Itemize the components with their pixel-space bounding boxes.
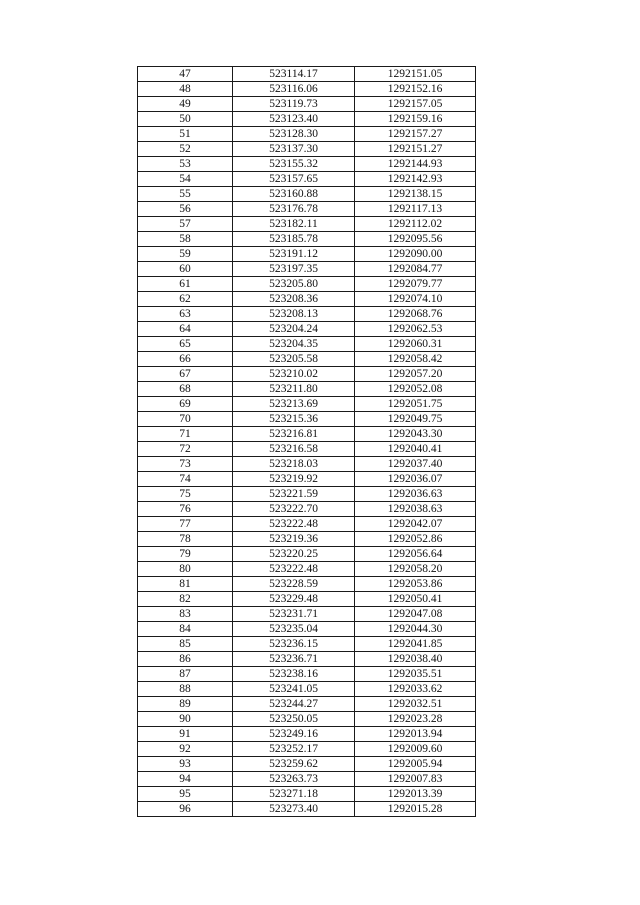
point-number-cell: 67 [138,367,233,382]
y-coordinate-cell: 1292038.40 [355,652,476,667]
point-number-cell: 52 [138,142,233,157]
point-number-cell: 80 [138,562,233,577]
y-coordinate-cell: 1292074.10 [355,292,476,307]
point-number-cell: 53 [138,157,233,172]
y-coordinate-cell: 1292009.60 [355,742,476,757]
table-row [138,82,476,97]
table-row [138,442,476,457]
x-coordinate-cell: 523219.36 [233,532,355,547]
table-row [138,412,476,427]
x-coordinate-cell: 523241.05 [233,682,355,697]
y-coordinate-cell: 1292013.39 [355,787,476,802]
point-number-cell: 95 [138,787,233,802]
point-number-cell: 68 [138,382,233,397]
x-coordinate-cell: 523259.62 [233,757,355,772]
x-coordinate-cell: 523114.17 [233,67,355,82]
x-coordinate-cell: 523263.73 [233,772,355,787]
table-row [138,367,476,382]
table-row [138,772,476,787]
point-number-cell: 63 [138,307,233,322]
point-number-cell: 93 [138,757,233,772]
table-row [138,142,476,157]
y-coordinate-cell: 1292040.41 [355,442,476,457]
y-coordinate-cell: 1292042.07 [355,517,476,532]
y-coordinate-cell: 1292068.76 [355,307,476,322]
coordinate-table [137,66,476,817]
y-coordinate-cell: 1292090.00 [355,247,476,262]
y-coordinate-cell: 1292005.94 [355,757,476,772]
point-number-cell: 61 [138,277,233,292]
y-coordinate-cell: 1292047.08 [355,607,476,622]
x-coordinate-cell: 523160.88 [233,187,355,202]
point-number-cell: 85 [138,637,233,652]
x-coordinate-cell: 523182.11 [233,217,355,232]
y-coordinate-cell: 1292058.20 [355,562,476,577]
table-row [138,172,476,187]
point-number-cell: 69 [138,397,233,412]
x-coordinate-cell: 523244.27 [233,697,355,712]
table-row [138,427,476,442]
point-number-cell: 49 [138,97,233,112]
y-coordinate-cell: 1292142.93 [355,172,476,187]
y-coordinate-cell: 1292058.42 [355,352,476,367]
y-coordinate-cell: 1292033.62 [355,682,476,697]
point-number-cell: 71 [138,427,233,442]
x-coordinate-cell: 523210.02 [233,367,355,382]
y-coordinate-cell: 1292095.56 [355,232,476,247]
table-row [138,802,476,817]
y-coordinate-cell: 1292037.40 [355,457,476,472]
table-row [138,382,476,397]
y-coordinate-cell: 1292007.83 [355,772,476,787]
table-row [138,532,476,547]
point-number-cell: 48 [138,82,233,97]
x-coordinate-cell: 523211.80 [233,382,355,397]
table-row [138,637,476,652]
table-row [138,67,476,82]
x-coordinate-cell: 523229.48 [233,592,355,607]
table-row [138,322,476,337]
table-row [138,397,476,412]
x-coordinate-cell: 523123.40 [233,112,355,127]
y-coordinate-cell: 1292052.86 [355,532,476,547]
point-number-cell: 94 [138,772,233,787]
point-number-cell: 87 [138,667,233,682]
x-coordinate-cell: 523271.18 [233,787,355,802]
y-coordinate-cell: 1292159.16 [355,112,476,127]
table-row [138,337,476,352]
table-row [138,757,476,772]
table-row [138,712,476,727]
y-coordinate-cell: 1292151.05 [355,67,476,82]
x-coordinate-cell: 523236.15 [233,637,355,652]
point-number-cell: 55 [138,187,233,202]
x-coordinate-cell: 523213.69 [233,397,355,412]
table-row [138,652,476,667]
table-row [138,247,476,262]
y-coordinate-cell: 1292015.28 [355,802,476,817]
y-coordinate-cell: 1292157.27 [355,127,476,142]
y-coordinate-cell: 1292051.75 [355,397,476,412]
point-number-cell: 89 [138,697,233,712]
x-coordinate-cell: 523204.24 [233,322,355,337]
table-row [138,562,476,577]
x-coordinate-cell: 523176.78 [233,202,355,217]
y-coordinate-cell: 1292013.94 [355,727,476,742]
table-row [138,502,476,517]
point-number-cell: 88 [138,682,233,697]
y-coordinate-cell: 1292144.93 [355,157,476,172]
y-coordinate-cell: 1292079.77 [355,277,476,292]
point-number-cell: 50 [138,112,233,127]
y-coordinate-cell: 1292112.02 [355,217,476,232]
coordinate-table-body [138,67,476,817]
point-number-cell: 81 [138,577,233,592]
y-coordinate-cell: 1292138.15 [355,187,476,202]
table-row [138,187,476,202]
x-coordinate-cell: 523155.32 [233,157,355,172]
table-row [138,472,476,487]
y-coordinate-cell: 1292056.64 [355,547,476,562]
x-coordinate-cell: 523216.58 [233,442,355,457]
table-row [138,292,476,307]
point-number-cell: 82 [138,592,233,607]
x-coordinate-cell: 523208.13 [233,307,355,322]
y-coordinate-cell: 1292035.51 [355,667,476,682]
y-coordinate-cell: 1292057.20 [355,367,476,382]
table-row [138,277,476,292]
x-coordinate-cell: 523231.71 [233,607,355,622]
x-coordinate-cell: 523250.05 [233,712,355,727]
point-number-cell: 56 [138,202,233,217]
x-coordinate-cell: 523204.35 [233,337,355,352]
x-coordinate-cell: 523222.48 [233,562,355,577]
y-coordinate-cell: 1292084.77 [355,262,476,277]
y-coordinate-cell: 1292049.75 [355,412,476,427]
point-number-cell: 65 [138,337,233,352]
point-number-cell: 75 [138,487,233,502]
y-coordinate-cell: 1292117.13 [355,202,476,217]
x-coordinate-cell: 523252.17 [233,742,355,757]
x-coordinate-cell: 523205.80 [233,277,355,292]
x-coordinate-cell: 523218.03 [233,457,355,472]
x-coordinate-cell: 523219.92 [233,472,355,487]
y-coordinate-cell: 1292023.28 [355,712,476,727]
x-coordinate-cell: 523236.71 [233,652,355,667]
point-number-cell: 77 [138,517,233,532]
y-coordinate-cell: 1292038.63 [355,502,476,517]
table-row [138,517,476,532]
table-row [138,97,476,112]
x-coordinate-cell: 523191.12 [233,247,355,262]
table-row [138,742,476,757]
table-row [138,607,476,622]
x-coordinate-cell: 523119.73 [233,97,355,112]
point-number-cell: 78 [138,532,233,547]
y-coordinate-cell: 1292043.30 [355,427,476,442]
point-number-cell: 86 [138,652,233,667]
table-row [138,667,476,682]
point-number-cell: 90 [138,712,233,727]
point-number-cell: 60 [138,262,233,277]
point-number-cell: 66 [138,352,233,367]
x-coordinate-cell: 523222.70 [233,502,355,517]
x-coordinate-cell: 523185.78 [233,232,355,247]
point-number-cell: 79 [138,547,233,562]
x-coordinate-cell: 523216.81 [233,427,355,442]
y-coordinate-cell: 1292036.07 [355,472,476,487]
table-row [138,127,476,142]
table-row [138,787,476,802]
point-number-cell: 92 [138,742,233,757]
point-number-cell: 70 [138,412,233,427]
table-row [138,157,476,172]
point-number-cell: 96 [138,802,233,817]
table-row [138,577,476,592]
table-row [138,547,476,562]
x-coordinate-cell: 523249.16 [233,727,355,742]
x-coordinate-cell: 523235.04 [233,622,355,637]
x-coordinate-cell: 523197.35 [233,262,355,277]
point-number-cell: 64 [138,322,233,337]
x-coordinate-cell: 523273.40 [233,802,355,817]
point-number-cell: 72 [138,442,233,457]
point-number-cell: 59 [138,247,233,262]
y-coordinate-cell: 1292052.08 [355,382,476,397]
y-coordinate-cell: 1292151.27 [355,142,476,157]
x-coordinate-cell: 523208.36 [233,292,355,307]
point-number-cell: 83 [138,607,233,622]
y-coordinate-cell: 1292041.85 [355,637,476,652]
y-coordinate-cell: 1292062.53 [355,322,476,337]
y-coordinate-cell: 1292060.31 [355,337,476,352]
table-row [138,487,476,502]
x-coordinate-cell: 523221.59 [233,487,355,502]
x-coordinate-cell: 523205.58 [233,352,355,367]
table-row [138,202,476,217]
y-coordinate-cell: 1292053.86 [355,577,476,592]
table-row [138,622,476,637]
x-coordinate-cell: 523222.48 [233,517,355,532]
point-number-cell: 47 [138,67,233,82]
table-row [138,262,476,277]
table-row [138,112,476,127]
x-coordinate-cell: 523220.25 [233,547,355,562]
table-row [138,727,476,742]
y-coordinate-cell: 1292050.41 [355,592,476,607]
x-coordinate-cell: 523137.30 [233,142,355,157]
y-coordinate-cell: 1292032.51 [355,697,476,712]
table-row [138,592,476,607]
point-number-cell: 58 [138,232,233,247]
point-number-cell: 62 [138,292,233,307]
table-row [138,307,476,322]
y-coordinate-cell: 1292044.30 [355,622,476,637]
table-row [138,457,476,472]
point-number-cell: 84 [138,622,233,637]
x-coordinate-cell: 523215.36 [233,412,355,427]
point-number-cell: 73 [138,457,233,472]
point-number-cell: 57 [138,217,233,232]
point-number-cell: 76 [138,502,233,517]
x-coordinate-cell: 523116.06 [233,82,355,97]
x-coordinate-cell: 523128.30 [233,127,355,142]
x-coordinate-cell: 523238.16 [233,667,355,682]
point-number-cell: 74 [138,472,233,487]
x-coordinate-cell: 523157.65 [233,172,355,187]
y-coordinate-cell: 1292152.16 [355,82,476,97]
table-row [138,697,476,712]
point-number-cell: 51 [138,127,233,142]
point-number-cell: 54 [138,172,233,187]
table-row [138,352,476,367]
y-coordinate-cell: 1292157.05 [355,97,476,112]
point-number-cell: 91 [138,727,233,742]
table-row [138,232,476,247]
x-coordinate-cell: 523228.59 [233,577,355,592]
table-row [138,682,476,697]
table-row [138,217,476,232]
y-coordinate-cell: 1292036.63 [355,487,476,502]
